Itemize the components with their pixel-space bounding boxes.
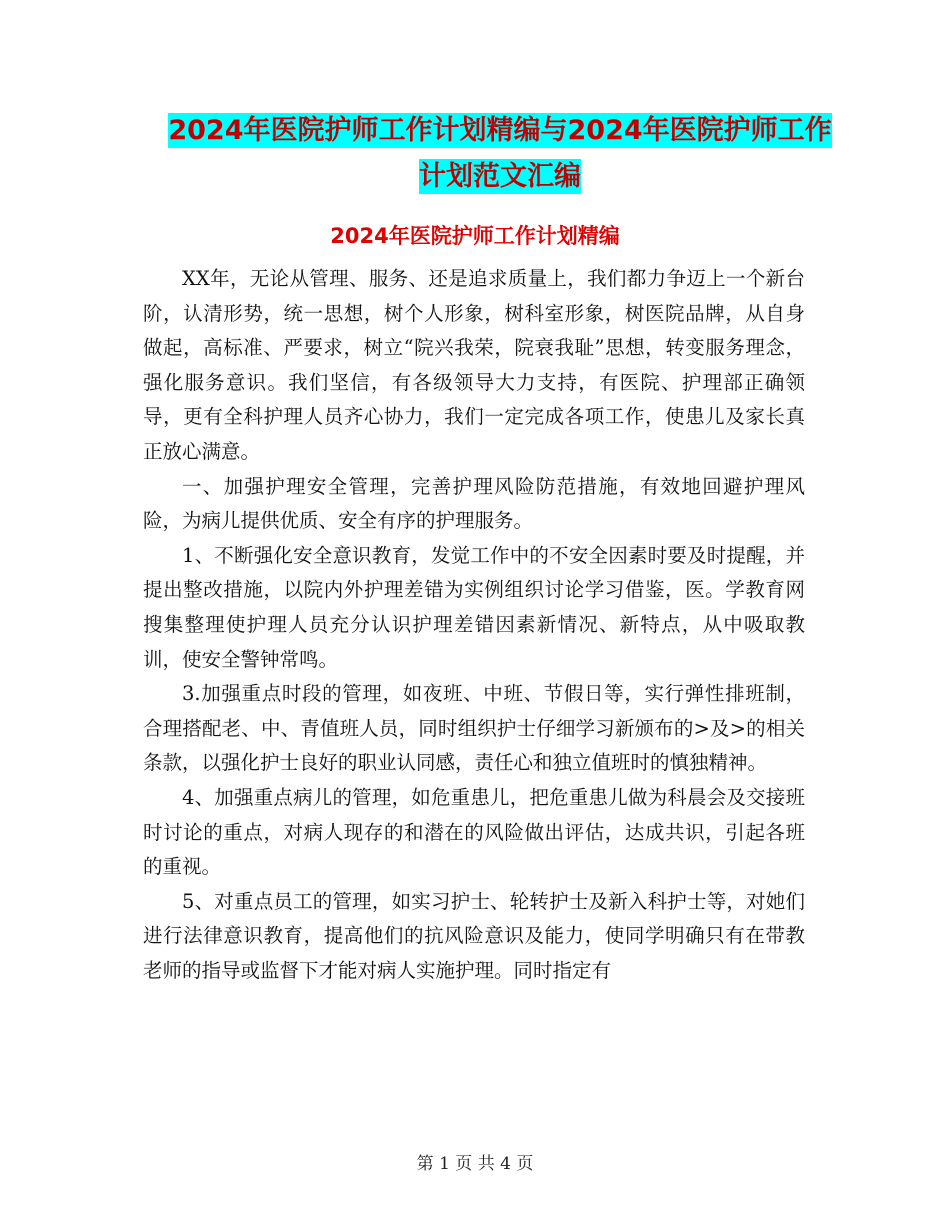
paragraph-4: 3.加强重点时段的管理，如夜班、中班、节假日等，实行弹性排班制，合理搭配老、中、青值班人员，同时组织护士仔细学习新颁布的>及>的相关条款，以强化护士良好的职业认同感，责任心和独立值班时的慎独精神。	[143, 682, 805, 775]
paragraph-1: XX年，无论从管理、服务、还是追求质量上，我们都力争迈上一个新台阶，认清形势，统一思想，树个人形象，树科室形象，树医院品牌，从自身做起，高标准、严要求，树立“院兴我荣，院衰我耻”思想，转变服务理念，强化服务意识。我们坚信，有各级领导大力支持，有医院、护理部正确领导，更有全科护理人员齐心协力，我们一定完成各项工作，使患儿及家长真正放心满意。	[143, 267, 805, 463]
paragraph-2: 一、加强护理安全管理，完善护理风险防范措施，有效地回避护理风险，为病儿提供优质、安全有序的护理服务。	[143, 474, 805, 533]
main-title-line-1: 2024年医院护师工作计划精编与2024年医院护师工作	[168, 115, 832, 146]
page-footer: 第 1 页 共 4 页	[416, 1154, 534, 1174]
main-title-line-2: 计划范文汇编	[419, 161, 581, 192]
section-title: 2024年医院护师工作计划精编	[330, 224, 620, 248]
paragraph-6: 5、对重点员工的管理，如实习护士、轮转护士及新入科护士等，对她们进行法律意识教育，提高他们的抗风险意识及能力，使同学明确只有在带教老师的指导或监督下才能对病人实施护理。同时指定有	[143, 889, 805, 982]
paragraph-3: 1、不断强化安全意识教育，发觉工作中的不安全因素时要及时提醒，并提出整改措施，以院内外护理差错为实例组织讨论学习借鉴，医。学教育网搜集整理使护理人员充分认识护理差错因素新情况、新特点，从中吸取教训，使安全警钟常鸣。	[143, 543, 805, 671]
main-title	[150, 108, 850, 200]
body-text	[143, 262, 805, 988]
paragraph-5: 4、加强重点病儿的管理，如危重患儿，把危重患儿做为科晨会及交接班时讨论的重点，对病人现存的和潜在的风险做出评估，达成共识，引起各班的重视。	[143, 785, 805, 879]
